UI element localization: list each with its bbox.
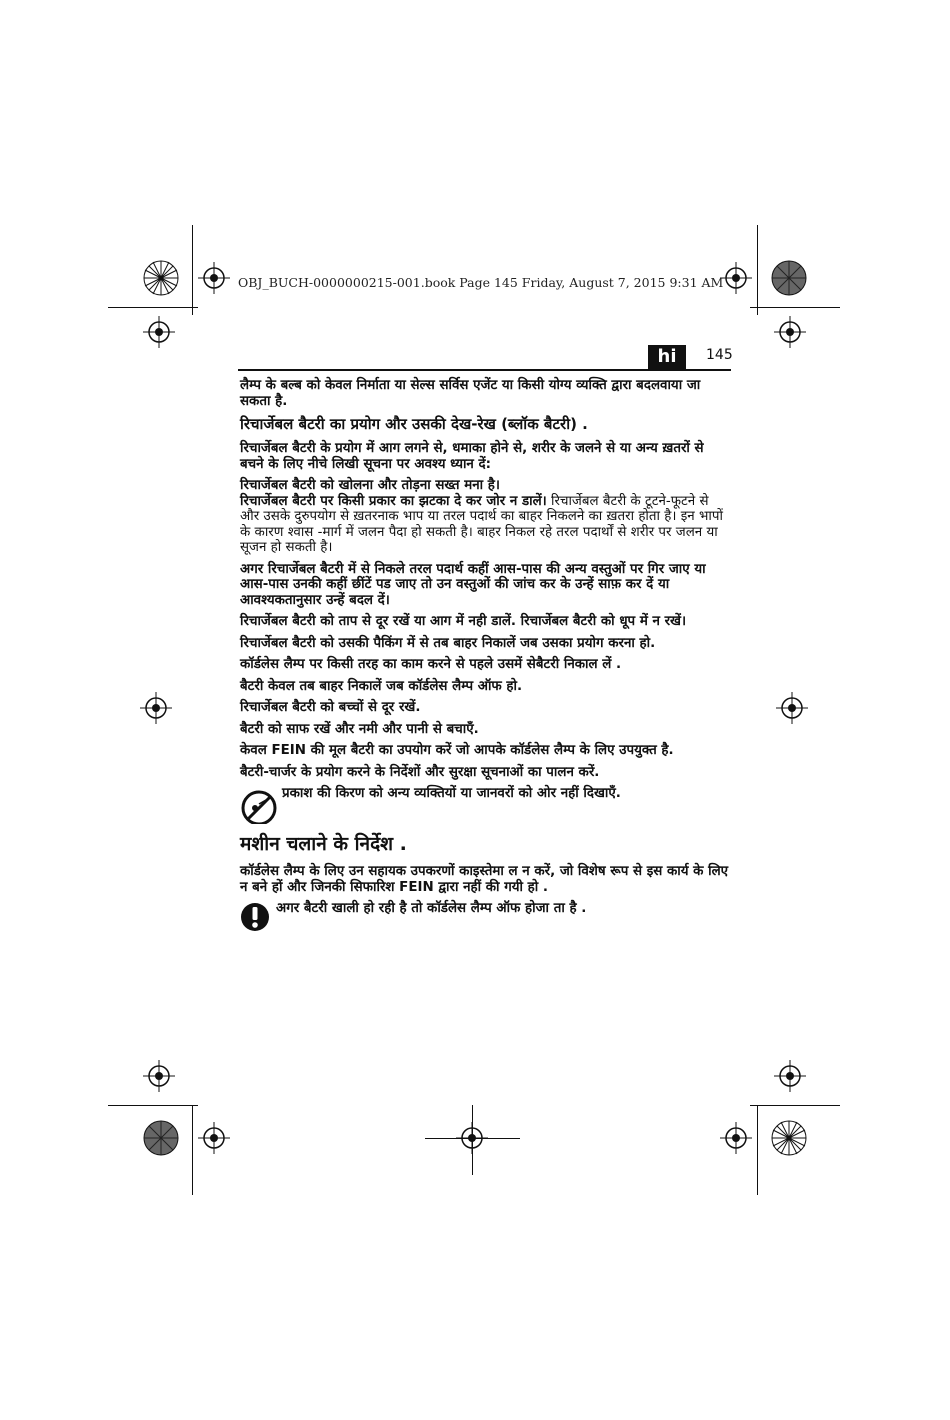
crop-mark: [757, 1105, 758, 1195]
crosshair-icon: [774, 316, 806, 348]
warning-row: [240, 786, 730, 824]
crosshair-icon: [198, 262, 230, 294]
print-header: OBJ_BUCH-0000000215-001.book Page 145 Friday, August 7, 2015 9:31 AM: [238, 275, 724, 290]
crosshair-icon: [776, 692, 808, 724]
warning-row: [240, 901, 730, 933]
header-rule: [238, 369, 731, 371]
exclamation-icon: [240, 901, 272, 933]
section-title: रिचार्जेबल बैटरी का प्रयोग और उसकी देख-रेख (ब्लॉक बैटरी) .: [240, 415, 588, 433]
paragraph: बैटरी-चार्जर के प्रयोग करने के निर्देशों और सुरक्षा सूचनाओं का पालन करें.: [240, 764, 600, 780]
crop-mark: [108, 307, 198, 308]
crosshair-icon: [143, 316, 175, 348]
page-content: [240, 378, 730, 939]
registration-circle-icon: [771, 260, 807, 296]
crosshair-icon: [720, 1122, 752, 1154]
page-number: 145: [706, 347, 733, 363]
paragraph: रिचार्जेबल बैटरी को ताप से दूर रखें या आग में नही डालें. रिचार्जेबल बैटरी को धूप में न रखें।: [240, 614, 687, 629]
registration-starburst-icon: [143, 260, 179, 296]
paragraph: लैम्प के बल्ब को केवल निर्माता या सेल्स सर्विस एजेंट या किसी योग्य व्यक्ति द्वारा बदलवाया जा सकता है.: [240, 378, 701, 409]
paragraph: बैटरी को साफ रखें और नमी और पानी से बचाएँ.: [240, 721, 479, 737]
crop-mark: [192, 225, 193, 315]
paragraph: अगर बैटरी खाली हो रही है तो कॉर्डलेस लैम्प ऑफ होजा ता है .: [276, 901, 587, 916]
crosshair-icon: [198, 1122, 230, 1154]
paragraph: प्रकाश की किरण को अन्य व्यक्तियों या जानवरों को ओर नहीं दिखाएँ.: [282, 786, 621, 801]
language-badge: hi: [648, 345, 686, 369]
crosshair-icon: [774, 1060, 806, 1092]
paragraph: रिचार्जेबल बैटरी को बच्चों से दूर रखें.: [240, 700, 421, 715]
crosshair-icon: [140, 692, 172, 724]
crop-mark: [757, 225, 758, 315]
registration-starburst-icon: [771, 1120, 807, 1156]
crop-mark: [750, 1105, 840, 1106]
crop-mark: [472, 1105, 473, 1175]
paragraph-bold: रिचार्जेबल बैटरी पर किसी प्रकार का झटका दे कर जोर न डालें।: [240, 493, 547, 509]
crop-mark: [108, 1105, 198, 1106]
paragraph: [240, 478, 730, 556]
crosshair-icon: [143, 1060, 175, 1092]
paragraph: केवल FEIN की मूल बैटरी का उपयोग करें जो आपके कॉर्डलेस लैम्प के लिए उपयुक्त है.: [240, 743, 674, 758]
crop-mark: [192, 1105, 193, 1195]
crosshair-icon: [720, 262, 752, 294]
paragraph-bold: रिचार्जेबल बैटरी को खोलना और तोड़ना सख्त मना है।: [240, 478, 500, 493]
paragraph: बैटरी केवल तब बाहर निकालें जब कॉर्डलेस लैम्प ऑफ हो.: [240, 678, 523, 694]
crop-mark: [750, 307, 840, 308]
paragraph-normal: रिचार्जेबल बैटरी के टूटने-फूटने से और उसके दुरुपयोग से ख़तरनाक भाप या तरल पदार्थ का बाहर निकलने का ख़तरा होता है। इन भापों के कारण श्वास -मार्ग में जलन पैदा हो सकती है। बाहर निकल रहे तरल पदार्थों से शरीर पर जलन या सूजन हो सकती है।: [240, 493, 723, 555]
paragraph: रिचार्जेबल बैटरी के प्रयोग में आग लगने से, धमाका होने से, शरीर के जलने से या अन्य ख़तरों से बचने के लिए नीचे लिखी सूचना पर अवश्य ध्यान दें:: [240, 441, 704, 472]
no-look-into-beam-icon: [240, 786, 278, 824]
paragraph: कॉर्डलेस लैम्प पर किसी तरह का काम करने से पहले उसमें सेबैटरी निकाल लें .: [240, 657, 622, 672]
paragraph: रिचार्जेबल बैटरी को उसकी पैकिंग में से तब बाहर निकालें जब उसका प्रयोग करना हो.: [240, 635, 656, 651]
registration-circle-icon: [143, 1120, 179, 1156]
paragraph: कॉर्डलेस लैम्प के लिए उन सहायक उपकरणों काइस्तेमा ल न करें, जो विशेष रूप से इस कार्य के लिए न बने हों और जिनकी सिफारिश FEIN द्वारा नहीं की गयी हो .: [240, 864, 729, 895]
section-heading: मशीन चलाने के निर्देश .: [240, 833, 407, 855]
paragraph: अगर रिचार्जेबल बैटरी में से निकले तरल पदार्थ कहीं आस-पास की अन्य वस्तुओं पर गिर जाए या आस-पास उनकी कहीं छींटें पड जाए तो उन वस्तुओं की जांच कर के उन्हें साफ़ कर दें या आवश्यकतानुसार उन्हें बदल दें।: [240, 561, 706, 608]
